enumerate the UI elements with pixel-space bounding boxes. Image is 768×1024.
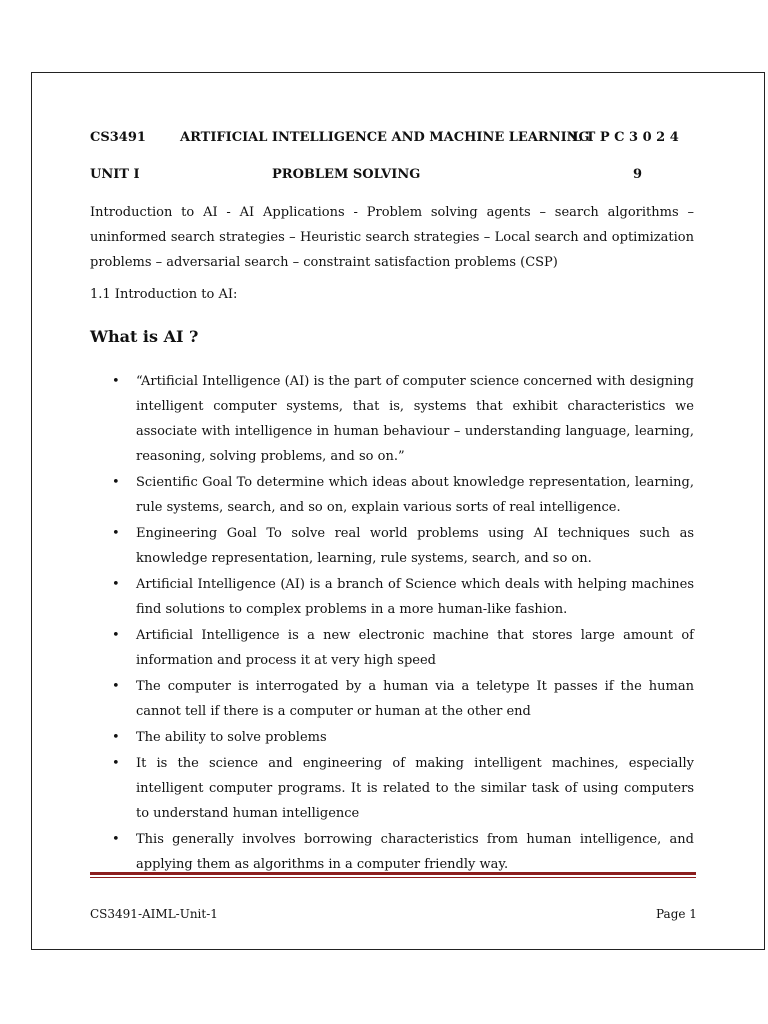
list-item: • It is the science and engineering of making intelligent machines, especially intelligent computer programs. It is related to the similar task of using computers to understand human intelligence (90, 751, 694, 826)
footer-rule-thick (90, 872, 696, 875)
list-item: • “Artificial Intelligence (AI) is the part of computer science concerned with designing intelligent computer systems, that is, systems that exhibit characteristics we associate with intelligence in human behaviour – understanding language, learning, reasoning, solving problems, and so on.” (90, 369, 694, 469)
list-item: • Artificial Intelligence (AI) is a branch of Science which deals with helping machines find solutions to complex problems in a more human-like fashion. (90, 572, 694, 622)
list-item: • Scientific Goal To determine which ideas about knowledge representation, learning, rule systems, search, and so on, explain various sorts of real intelligence. (90, 470, 694, 520)
footer-page-number: Page 1 (656, 907, 697, 921)
list-item: • The computer is interrogated by a human via a teletype It passes if the human cannot tell if there is a computer or human at the other end (90, 674, 694, 724)
bullet-icon: • (112, 475, 120, 490)
bullet-icon: • (112, 577, 120, 592)
list-item: • The ability to solve problems (90, 725, 694, 750)
course-title: ARTIFICIAL INTELLIGENCE AND MACHINE LEARNING (180, 130, 590, 145)
bullet-icon: • (112, 679, 120, 694)
course-ltpc: L T P C 3 0 2 4 (572, 130, 679, 145)
bullet-icon: • (112, 832, 120, 847)
list-item: • Artificial Intelligence is a new electronic machine that stores large amount of information and process it at very high speed (90, 623, 694, 673)
footer-rule-thin (90, 877, 696, 878)
list-item: • Engineering Goal To solve real world problems using AI techniques such as knowledge representation, learning, rule systems, search, and so on. (90, 521, 694, 571)
bullet-icon: • (112, 526, 120, 541)
unit-label: UNIT I (90, 167, 140, 182)
course-code: CS3491 (90, 130, 146, 145)
unit-hours: 9 (633, 167, 643, 182)
bullet-icon: • (112, 374, 120, 389)
bullet-icon: • (112, 730, 120, 745)
bullet-icon: • (112, 756, 120, 771)
what-is-ai-heading: What is AI ? (90, 327, 199, 346)
section-title: 1.1 Introduction to AI: (90, 287, 238, 302)
list-item: • This generally involves borrowing characteristics from human intelligence, and applying them as algorithms in a computer friendly way. (90, 827, 694, 877)
bullet-list (90, 369, 694, 878)
bullet-icon: • (112, 628, 120, 643)
unit-intro: Introduction to AI - AI Applications - Problem solving agents – search algorithms – uninformed search strategies – Heuristic search strategies – Local search and optimization problems – adversarial search – constraint satisfaction problems (CSP) (90, 205, 694, 270)
footer-doc-code: CS3491-AIML-Unit-1 (90, 907, 218, 921)
unit-title: PROBLEM SOLVING (272, 167, 421, 182)
